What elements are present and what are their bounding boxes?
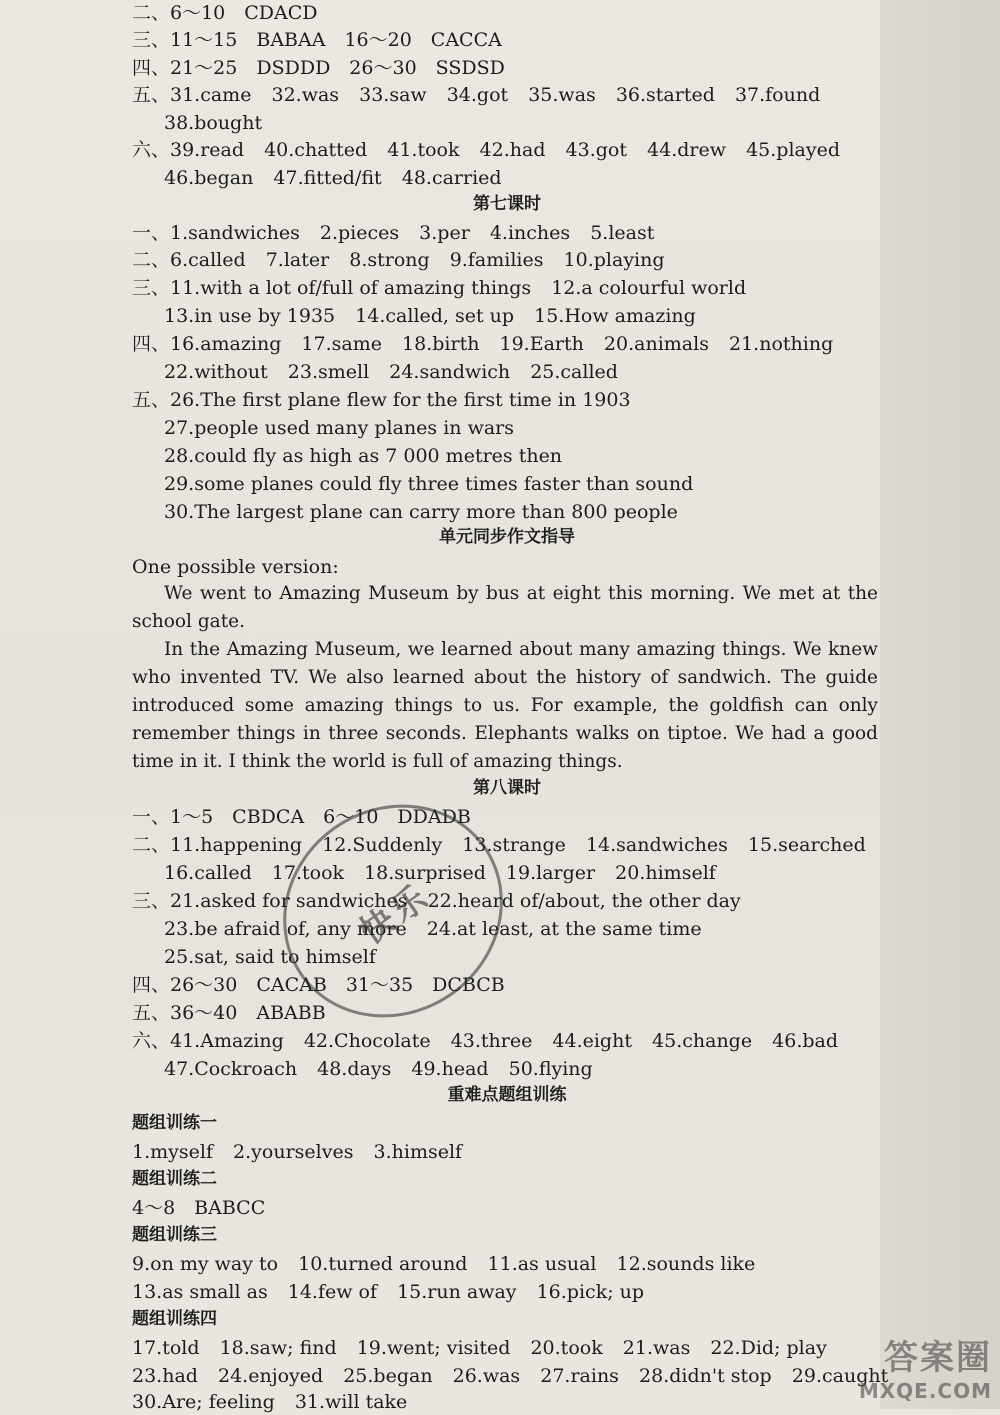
answer-item: 二、11.happening (132, 834, 303, 856)
answer-item: 24.sandwich (389, 361, 511, 383)
group4-title: 题组训练四 (132, 1309, 217, 1329)
answer-item: 32.was (271, 84, 340, 106)
answer-item: 10.playing (563, 249, 665, 271)
answer-line-vi-2 (164, 165, 516, 191)
answer-item: 4.inches (489, 222, 571, 244)
answer-item: 23.be afraid of, any more (164, 918, 407, 940)
lesson8-line-1: 一、1～5 CBDCA 6～10 DDADB (132, 806, 471, 828)
lesson8-line-9 (132, 1028, 852, 1054)
answer-item: 11.as usual (487, 1253, 597, 1275)
lesson8-line-10 (164, 1056, 607, 1082)
answer-item: 17.told (132, 1337, 200, 1359)
lesson7-line-5 (132, 331, 847, 357)
lesson8-line-2 (132, 832, 880, 858)
lesson7-line-1 (132, 220, 668, 246)
lesson8-line-6: 25.sat, said to himself (164, 946, 376, 968)
answer-item: 19.Earth (499, 333, 584, 355)
answer-item: 33.saw (359, 84, 427, 106)
answer-item: 2.pieces (319, 222, 400, 244)
answer-item: 五、31.came (132, 84, 252, 106)
writing-title: 单元同步作文指导 (439, 527, 575, 547)
group1-line (132, 1139, 476, 1165)
answer-item: 30.Are; feeling (132, 1391, 275, 1413)
answer-item: 12.a colourful world (551, 277, 747, 299)
writing-paragraph-1: We went to Amazing Museum by bus at eight this morning. We met at the school gate. (132, 583, 878, 632)
lesson7-line-6 (164, 359, 632, 385)
answer-item: 44.eight (552, 1030, 632, 1052)
key-points-title: 重难点题组训练 (447, 1085, 567, 1105)
lesson7-line-4 (164, 303, 710, 329)
answer-line-ii: 二、6～10 CDACD (132, 2, 318, 24)
answer-item: 16.pick; up (536, 1281, 645, 1303)
lesson7-line-2 (132, 247, 679, 273)
answer-item: 1.myself (132, 1141, 213, 1163)
answer-item: 10.turned around (298, 1253, 468, 1275)
answer-item: 六、41.Amazing (132, 1030, 284, 1052)
answer-item: 四、16.amazing (132, 333, 282, 355)
lesson7-sentence-28: 28.could fly as high as 7 000 metres then (164, 445, 563, 467)
answer-item: 23.smell (287, 361, 370, 383)
answer-line-iv: 四、21～25 DSDDD 26～30 SSDSD (132, 57, 505, 79)
answer-item: 三、21.asked for sandwiches (132, 890, 408, 912)
answer-item: 22.Did; play (710, 1337, 827, 1359)
answer-item: 7.later (265, 249, 330, 271)
answer-item: 38.bought (164, 112, 263, 134)
answer-item: 29.caught (791, 1365, 889, 1387)
next-page-edge (880, 0, 1000, 1409)
answer-item: 25.called (530, 361, 618, 383)
writing-paragraph-2: In the Amazing Museum, we learned about many amazing things. We knew who invented TV. We also learned about the history of sandwich. The guide introduced some amazing things to us. For example, the goldfish can only remember things in three seconds. Elephants walks on tiptoe. We had a good time in it. I think the world is full of amazing things. (132, 639, 878, 772)
answer-item: 22.heard of/about, the other day (427, 890, 741, 912)
answer-line-v-2 (164, 110, 276, 136)
answer-item: 45.played (746, 139, 840, 161)
answer-item: 20.himself (615, 862, 716, 884)
answer-item: 8.strong (349, 249, 430, 271)
answer-item: 18.surprised (364, 862, 486, 884)
answer-item: 42.had (479, 139, 546, 161)
answer-line-iii: 三、11～15 BABAA 16～20 CACCA (132, 29, 502, 51)
answer-item: 15.searched (747, 834, 866, 856)
answer-item: 42.Chocolate (303, 1030, 431, 1052)
answer-item: 9.on my way to (132, 1253, 279, 1275)
answer-item: 40.chatted (264, 139, 368, 161)
watermark (859, 1330, 992, 1403)
answer-item: 12.sounds like (616, 1253, 756, 1275)
answer-item: 5.least (590, 222, 655, 244)
answer-line-vi-1 (132, 137, 854, 163)
lesson7-sentence-27: 27.people used many planes in wars (164, 417, 514, 439)
lesson8-line-7: 四、26～30 CACAB 31～35 DCBCB (132, 974, 505, 996)
lesson7-sentence-26: 五、26.The first plane flew for the first time in 1903 (132, 389, 631, 411)
answer-item: 41.took (387, 139, 460, 161)
answer-item: 3.per (419, 222, 470, 244)
lesson8-line-8: 五、36～40 ABABB (132, 1002, 326, 1024)
group1-title: 题组训练一 (132, 1113, 217, 1133)
answer-item: 15.How amazing (534, 305, 696, 327)
answer-item: 三、11.with a lot of/full of amazing things (132, 277, 532, 299)
answer-item: 47.fitted/fit (273, 167, 382, 189)
answer-item: 24.at least, at the same time (426, 918, 702, 940)
answer-item: 48.days (317, 1058, 392, 1080)
group3-title: 题组训练三 (132, 1225, 217, 1245)
answer-item: 47.Cockroach (164, 1058, 298, 1080)
answer-item: 23.had (132, 1365, 198, 1387)
answer-item: 37.found (734, 84, 821, 106)
answer-item: 19.went; visited (356, 1337, 511, 1359)
group4-line-3 (132, 1389, 421, 1415)
group2-line: 4～8 BABCC (132, 1197, 266, 1219)
answer-item: 35.was (528, 84, 596, 106)
answer-item: 12.Suddenly (322, 834, 443, 856)
answer-item: 20.took (530, 1337, 603, 1359)
answer-item: 44.drew (647, 139, 727, 161)
answer-item: 15.run away (397, 1281, 517, 1303)
stamp-text: 快乐 (352, 875, 438, 953)
answer-item: 二、6.called (132, 249, 246, 271)
answer-item: 17.same (301, 333, 382, 355)
answer-item: 9.families (449, 249, 544, 271)
answer-item: 16.called (164, 862, 252, 884)
answer-item: 13.in use by 1935 (164, 305, 336, 327)
writing-intro: One possible version: (132, 556, 339, 578)
group4-line-2 (132, 1363, 902, 1389)
answer-item: 14.few of (287, 1281, 378, 1303)
answer-item: 13.strange (462, 834, 566, 856)
answer-item: 46.bad (772, 1030, 839, 1052)
lesson7-sentence-30: 30.The largest plane can carry more than 800 people (164, 501, 678, 523)
answer-item: 2.yourselves (233, 1141, 354, 1163)
answer-item: 22.without (164, 361, 268, 383)
lesson7-line-3 (132, 275, 760, 301)
answer-item: 28.didn't stop (638, 1365, 772, 1387)
answer-item: 36.started (615, 84, 715, 106)
answer-item: 20.animals (603, 333, 709, 355)
answer-item: 21.nothing (729, 333, 834, 355)
answer-item: 43.got (565, 139, 627, 161)
answer-item: 21.was (622, 1337, 691, 1359)
watermark-brand: 答案圈 (884, 1338, 992, 1378)
answer-item: 24.enjoyed (218, 1365, 324, 1387)
answer-item: 49.head (411, 1058, 489, 1080)
answer-line-v-1 (132, 82, 834, 108)
answer-item: 46.began (164, 167, 254, 189)
answer-item: 3.himself (373, 1141, 463, 1163)
answer-item: 43.three (450, 1030, 533, 1052)
answer-item: 18.birth (402, 333, 480, 355)
answer-item: 18.saw; find (219, 1337, 337, 1359)
answer-item: 45.change (652, 1030, 753, 1052)
lesson8-title: 第八课时 (473, 778, 541, 798)
answer-item: 27.rains (540, 1365, 619, 1387)
group3-line-2 (132, 1279, 658, 1305)
answer-item: 17.took (271, 862, 345, 884)
answer-item: 48.carried (401, 167, 502, 189)
answer-item: 14.sandwiches (585, 834, 728, 856)
answer-item: 六、39.read (132, 139, 245, 161)
answer-item: 13.as small as (132, 1281, 268, 1303)
lesson7-sentence-29: 29.some planes could fly three times faster than sound (164, 473, 694, 495)
answer-item: 14.called, set up (355, 305, 515, 327)
answer-item: 34.got (446, 84, 509, 106)
group2-title: 题组训练二 (132, 1169, 217, 1189)
lesson7-title: 第七课时 (473, 194, 541, 214)
answer-item: 25.began (343, 1365, 433, 1387)
answer-item: 一、1.sandwiches (132, 222, 300, 244)
answer-item: 19.larger (505, 862, 596, 884)
answer-item: 26.was (452, 1365, 521, 1387)
group4-line-1 (132, 1335, 841, 1361)
answer-item: 50.flying (508, 1058, 593, 1080)
answer-item: 31.will take (294, 1391, 408, 1413)
watermark-site: MXQE.COM (858, 1379, 992, 1403)
group3-line-1 (132, 1251, 769, 1277)
